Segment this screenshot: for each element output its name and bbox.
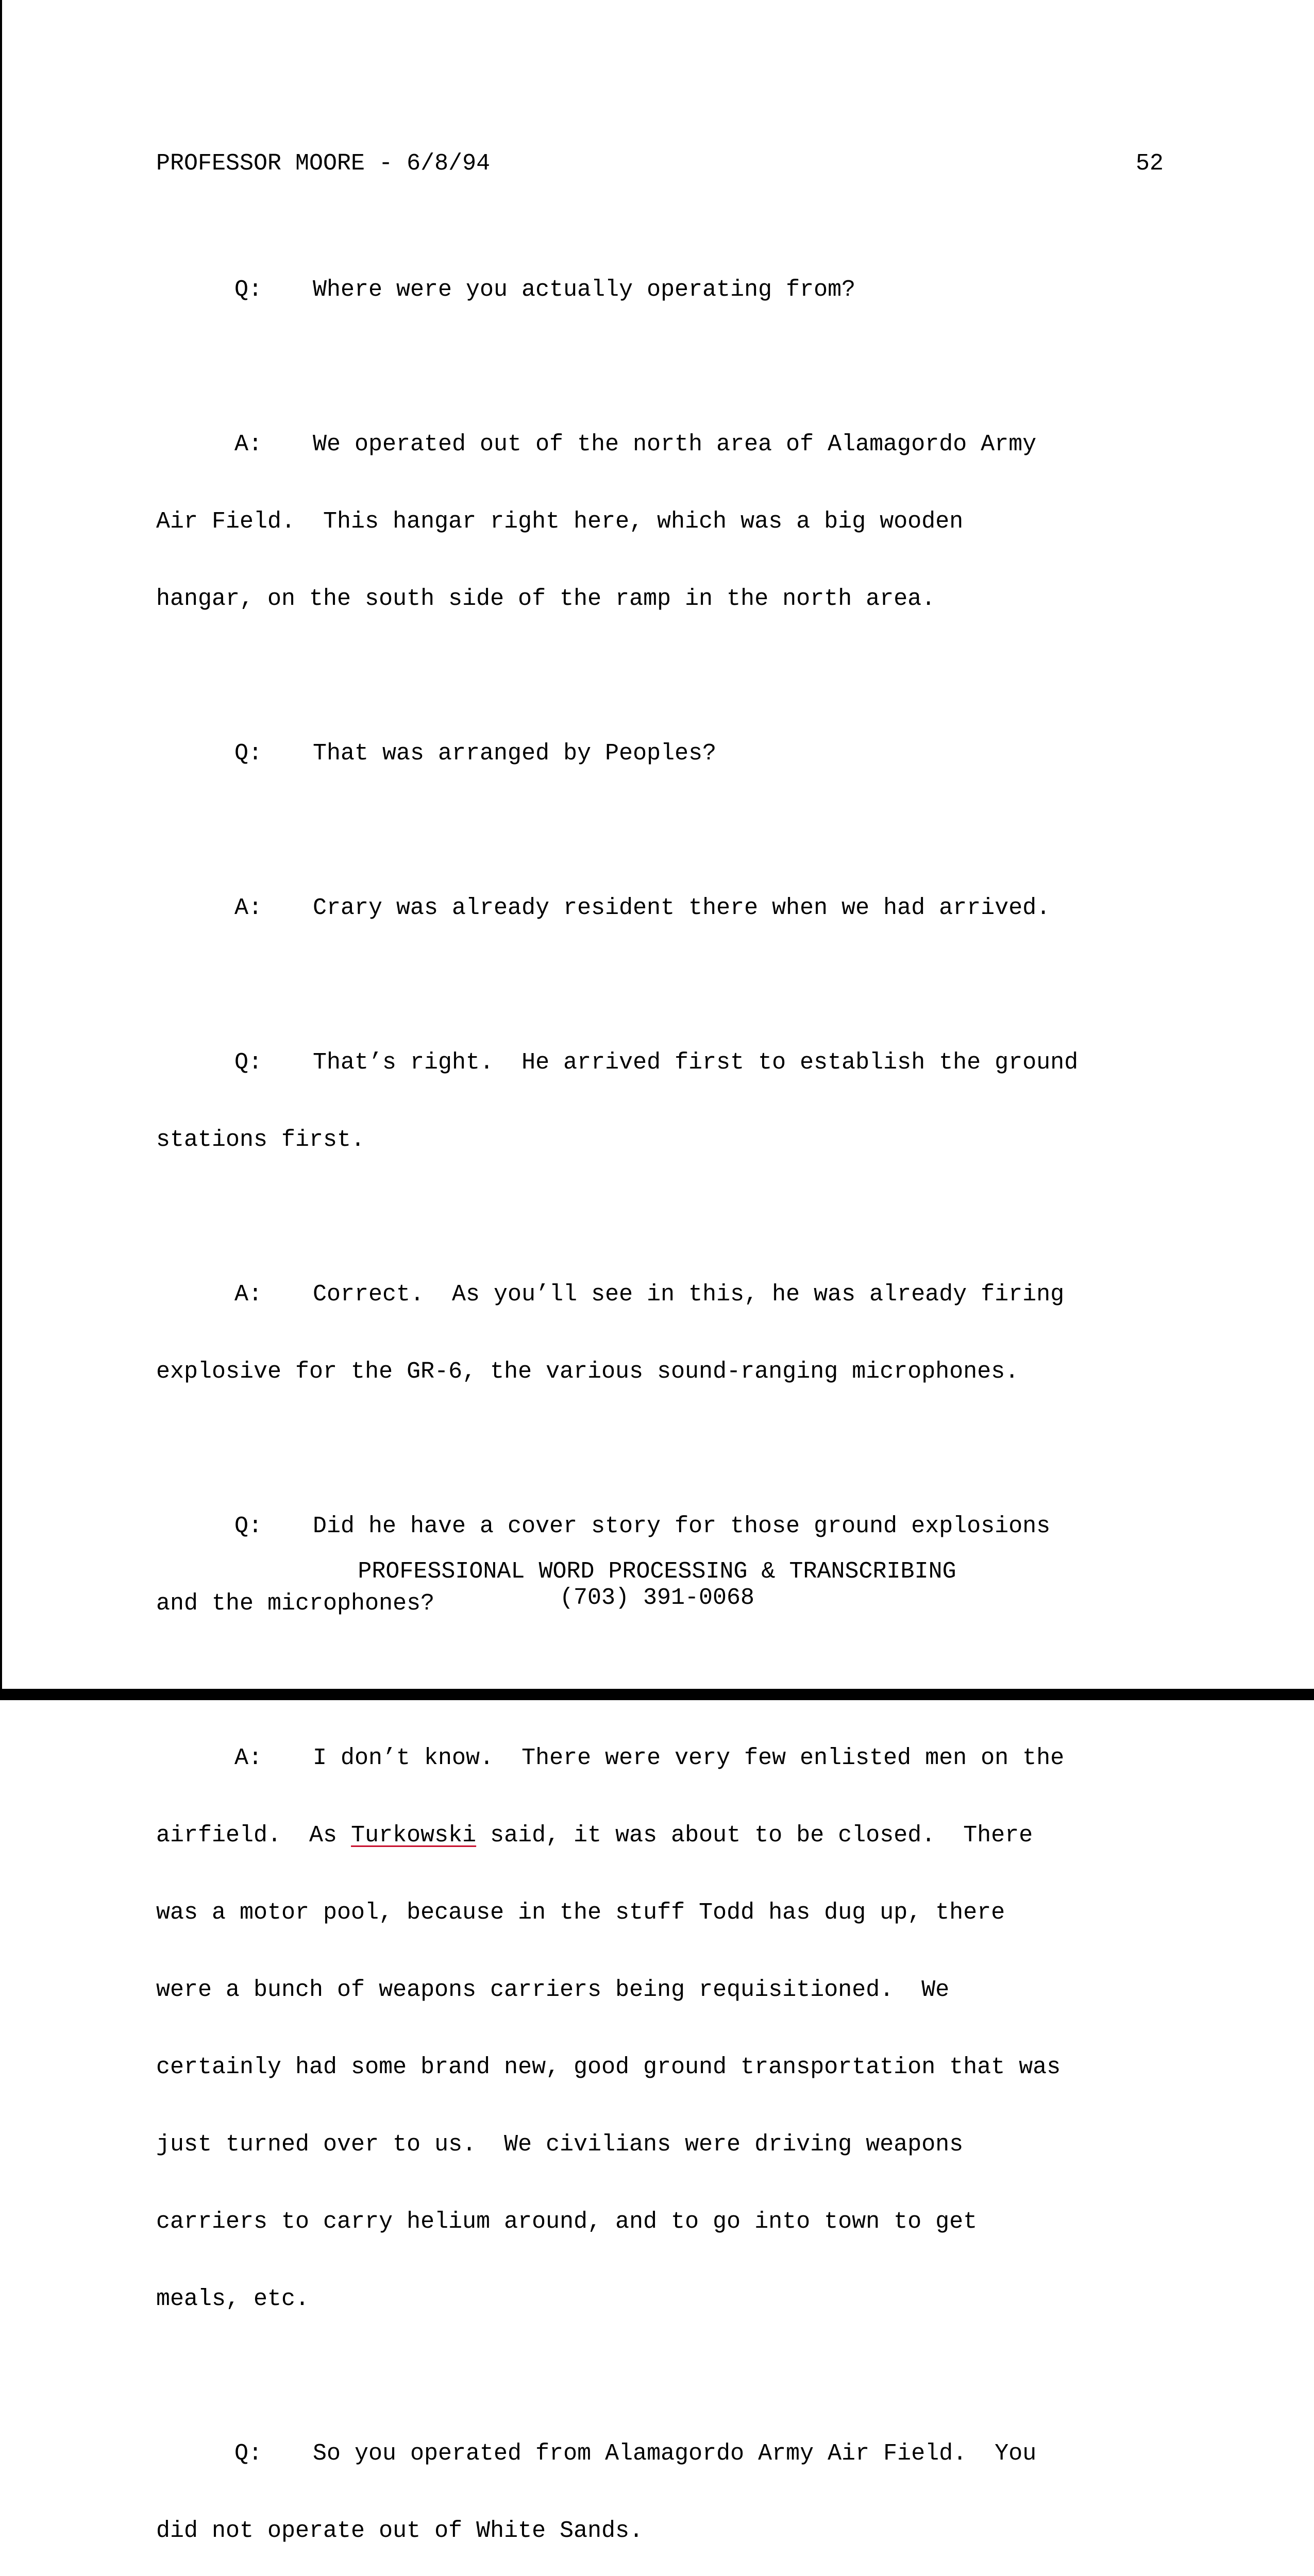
footer-phone: (703) 391-0068 bbox=[559, 1585, 755, 1611]
transcript-line: were a bunch of weapons carriers being requisitioned. We bbox=[156, 1977, 950, 2003]
transcript-line: That was arranged by Peoples? bbox=[313, 740, 717, 767]
transcript-line: That’s right. He arrived first to establish the ground bbox=[313, 1049, 1079, 1076]
transcript-line: Did he have a cover story for those ground explosions bbox=[313, 1513, 1051, 1539]
transcript-line-start: airfield. As bbox=[156, 1822, 351, 1849]
transcript-line: explosive for the GR-6, the various sound-ranging microphones. bbox=[156, 1359, 1019, 1385]
header-title: PROFESSOR MOORE - 6/8/94 bbox=[156, 150, 491, 177]
transcript-line: carriers to carry helium around, and to go into town to get bbox=[156, 2209, 978, 2235]
transcript-entry bbox=[156, 689, 1166, 818]
transcript-line: was a motor pool, because in the stuff Todd has dug up, there bbox=[156, 1900, 1005, 1926]
transcript-line: and the microphones? bbox=[156, 1590, 435, 1617]
speaker-label: A: bbox=[234, 431, 263, 457]
transcript-line: certainly had some brand new, good ground transportation that was bbox=[156, 2054, 1061, 2080]
transcript-line: We operated out of the north area of Alamagordo Army bbox=[313, 431, 1037, 457]
speaker-label: Q: bbox=[234, 2441, 263, 2467]
speaker-label: A: bbox=[234, 1745, 263, 1771]
transcript-entry bbox=[156, 1694, 1166, 2364]
transcript-line: So you operated from Alamagordo Army Air Field. You bbox=[313, 2441, 1037, 2467]
transcript-line: Correct. As you’ll see in this, he was already firing bbox=[313, 1281, 1065, 1308]
footer-company: PROFESSIONAL WORD PROCESSING & TRANSCRIBING bbox=[358, 1558, 956, 1585]
transcript-entry bbox=[156, 2389, 1166, 2576]
transcript-line-end: said, it was about to be closed. There bbox=[476, 1822, 1033, 1849]
transcript-entry bbox=[156, 844, 1166, 973]
scan-edge-bottom bbox=[0, 1689, 1314, 1700]
transcript-line bbox=[156, 1823, 1166, 1849]
transcript-line: I don’t know. There were very few enlisted men on the bbox=[313, 1745, 1065, 1771]
transcript-entry bbox=[156, 1230, 1166, 1436]
speaker-label: Q: bbox=[234, 1513, 263, 1539]
speaker-label: A: bbox=[234, 895, 263, 921]
transcript-line: just turned over to us. We civilians were driving weapons bbox=[156, 2131, 964, 2158]
speaker-label: Q: bbox=[234, 740, 263, 767]
transcript-line: did not operate out of White Sands. bbox=[156, 2518, 644, 2544]
transcript-line: stations first. bbox=[156, 1127, 365, 1153]
transcript-line: hangar, on the south side of the ramp in the north area. bbox=[156, 586, 936, 612]
transcript-entry bbox=[156, 998, 1166, 1205]
transcript-line: Where were you actually operating from? bbox=[313, 277, 856, 303]
transcript-body bbox=[156, 226, 1166, 2576]
speaker-label: Q: bbox=[234, 277, 263, 303]
scan-edge-left bbox=[0, 0, 2, 1700]
page-footer bbox=[0, 1558, 1314, 1611]
transcript-line: meals, etc. bbox=[156, 2286, 310, 2312]
transcript-line: Crary was already resident there when we had arrived. bbox=[313, 895, 1051, 921]
speaker-label: Q: bbox=[234, 1049, 263, 1076]
marked-word: Turkowski bbox=[351, 1822, 477, 1849]
speaker-label: A: bbox=[234, 1281, 263, 1308]
transcript-line: Air Field. This hangar right here, which was a big wooden bbox=[156, 509, 964, 535]
page-header bbox=[156, 149, 1164, 178]
page-number: 52 bbox=[1135, 150, 1164, 177]
transcript-entry bbox=[156, 380, 1166, 664]
transcript-entry bbox=[156, 226, 1166, 354]
